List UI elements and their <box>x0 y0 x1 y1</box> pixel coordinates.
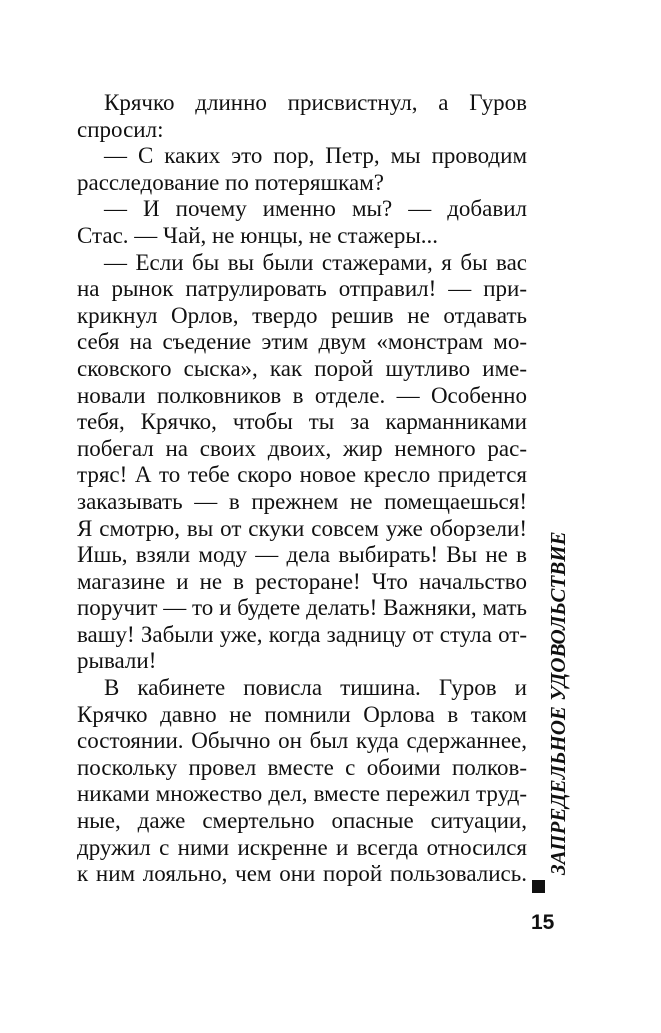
text-line: состоянии. Обычно он был куда сдержаннее, <box>77 728 527 754</box>
text-line: спросил: <box>77 116 164 142</box>
text-line: заказывать — в прежнем не помещаешься! <box>77 488 527 514</box>
text-line: В кабинете повисла тишина. Гуров и <box>104 675 527 701</box>
text-line: поскольку провел вместе с обоими полков- <box>77 754 527 780</box>
text-line: Крячко давно не помнили Орлова в таком <box>77 701 527 727</box>
text-line: рывали! <box>77 648 157 674</box>
text-line: крикнул Орлов, твердо решив не отдавать <box>77 302 527 328</box>
text-line: на рынок патрулировать отправил! — при- <box>77 276 527 302</box>
running-title-marker <box>532 880 545 893</box>
text-line: тряс! А то тебе скоро новое кресло придется <box>77 462 527 488</box>
text-line: дружил с ними искренне и всегда относился <box>77 834 527 860</box>
text-line: поручит — то и будете делать! Важняки, мать <box>77 595 527 621</box>
text-line: — С каких это пор, Петр, мы проводим <box>104 143 527 169</box>
text-line: Крячко длинно присвистнул, а Гуров <box>104 90 527 115</box>
text-line: себя на съедение этим двум «монстрам мо- <box>77 329 527 355</box>
text-line: никами множество дел, вместе пережил труд- <box>77 781 527 807</box>
text-line: новали полковников в отделе. — Особенно <box>77 382 527 408</box>
text-line: вашу! Забыли уже, когда задницу от стула от- <box>77 621 527 647</box>
text-line: побегал на своих двоих, жир немного рас- <box>77 435 527 461</box>
body-text <box>77 90 527 888</box>
page-number: 15 <box>531 911 555 934</box>
text-line: тебя, Крячко, чтобы ты за карманниками <box>77 409 527 435</box>
text-line: — И почему именно мы? — добавил <box>104 196 527 222</box>
text-line: расследование по потеряшкам? <box>77 169 384 195</box>
text-line: сковского сыска», как порой шутливо име- <box>77 355 527 381</box>
running-title: ЗАПРЕДЕЛЬНОЕ УДОВОЛЬСТВИЕ <box>546 531 570 875</box>
text-line: магазине и не в ресторане! Что начальство <box>77 568 527 594</box>
text-line: Я смотрю, вы от скуки совсем уже оборзели! <box>77 515 527 541</box>
text-line: к ним лояльно, чем они порой пользовались. <box>77 861 527 887</box>
text-line: ные, даже смертельно опасные ситуации, <box>77 808 527 834</box>
text-line: Стас. — Чай, не юнцы, не стажеры... <box>77 222 439 248</box>
text-line: Ишь, взяли моду — дела выбирать! Вы не в <box>77 542 527 568</box>
text-line: — Если бы вы были стажерами, я бы вас <box>104 249 527 275</box>
